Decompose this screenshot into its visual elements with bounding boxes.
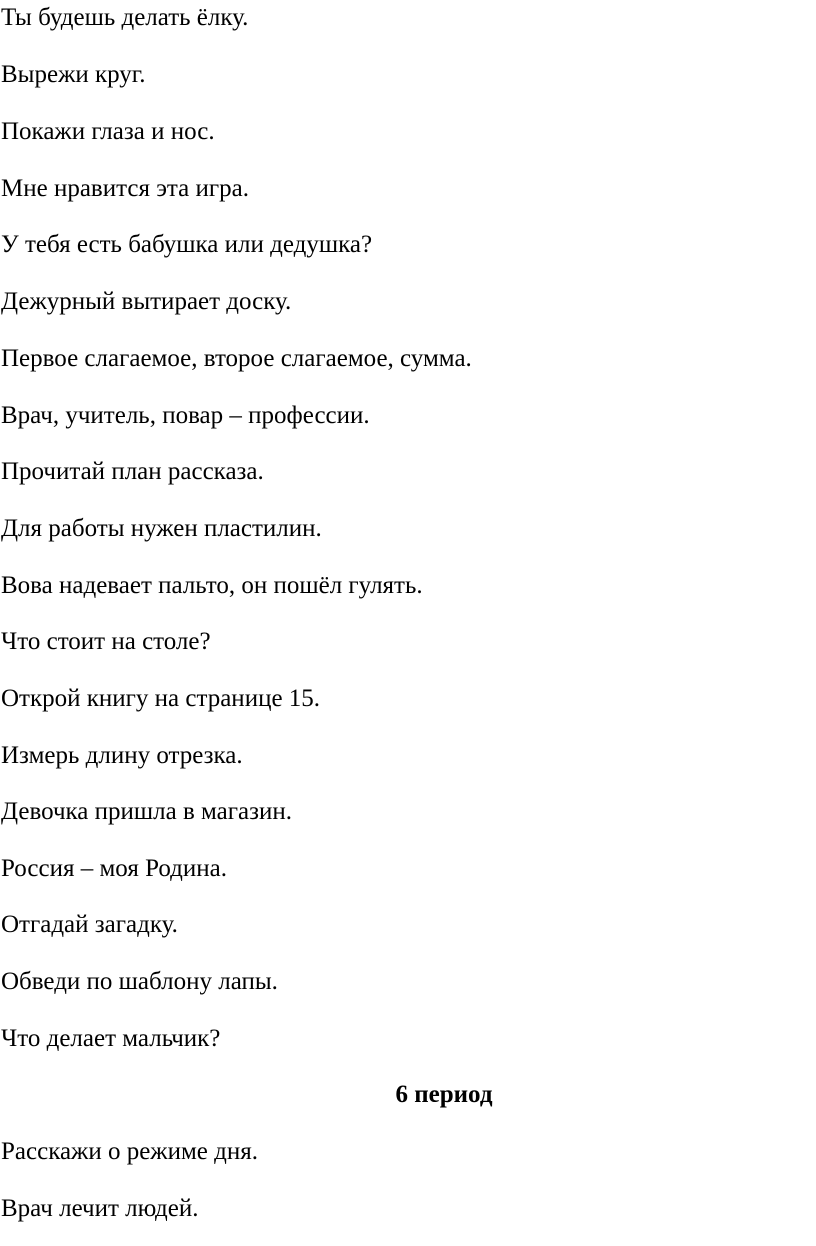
sentence-line: Врач лечит людей. bbox=[1, 1195, 199, 1222]
sentence-line: Покажи глаза и нос. bbox=[1, 118, 215, 145]
sentence-line: Расскажи о режиме дня. bbox=[1, 1138, 258, 1165]
sentence-line: У тебя есть бабушка или дедушка? bbox=[1, 231, 373, 258]
sentence-line: Что стоит на столе? bbox=[1, 628, 211, 655]
sentence-line: Дежурный вытирает доску. bbox=[1, 288, 292, 315]
sentence-line: Обведи по шаблону лапы. bbox=[1, 968, 278, 995]
sentence-line: Вырежи круг. bbox=[1, 61, 146, 88]
section-heading: 6 период bbox=[395, 1081, 493, 1108]
sentence-line: Врач, учитель, повар – профессии. bbox=[1, 402, 370, 429]
sentence-line: Россия – моя Родина. bbox=[1, 855, 227, 882]
sentence-line: Первое слагаемое, второе слагаемое, сумма. bbox=[1, 345, 472, 372]
sentence-line: Для работы нужен пластилин. bbox=[1, 515, 322, 542]
sentence-line: Отгадай загадку. bbox=[1, 911, 178, 938]
sentence-line: Девочка пришла в магазин. bbox=[1, 798, 292, 825]
sentence-line: Вова надевает пальто, он пошёл гулять. bbox=[1, 572, 423, 599]
sentence-line: Что делает мальчик? bbox=[1, 1025, 221, 1052]
sentence-line: Измерь длину отрезка. bbox=[1, 742, 243, 769]
sentence-line: Открой книгу на странице 15. bbox=[1, 685, 321, 712]
sentence-line: Мне нравится эта игра. bbox=[1, 175, 249, 202]
sentence-line: Прочитай план рассказа. bbox=[1, 458, 264, 485]
sentence-line: Ты будешь делать ёлку. bbox=[1, 4, 249, 31]
